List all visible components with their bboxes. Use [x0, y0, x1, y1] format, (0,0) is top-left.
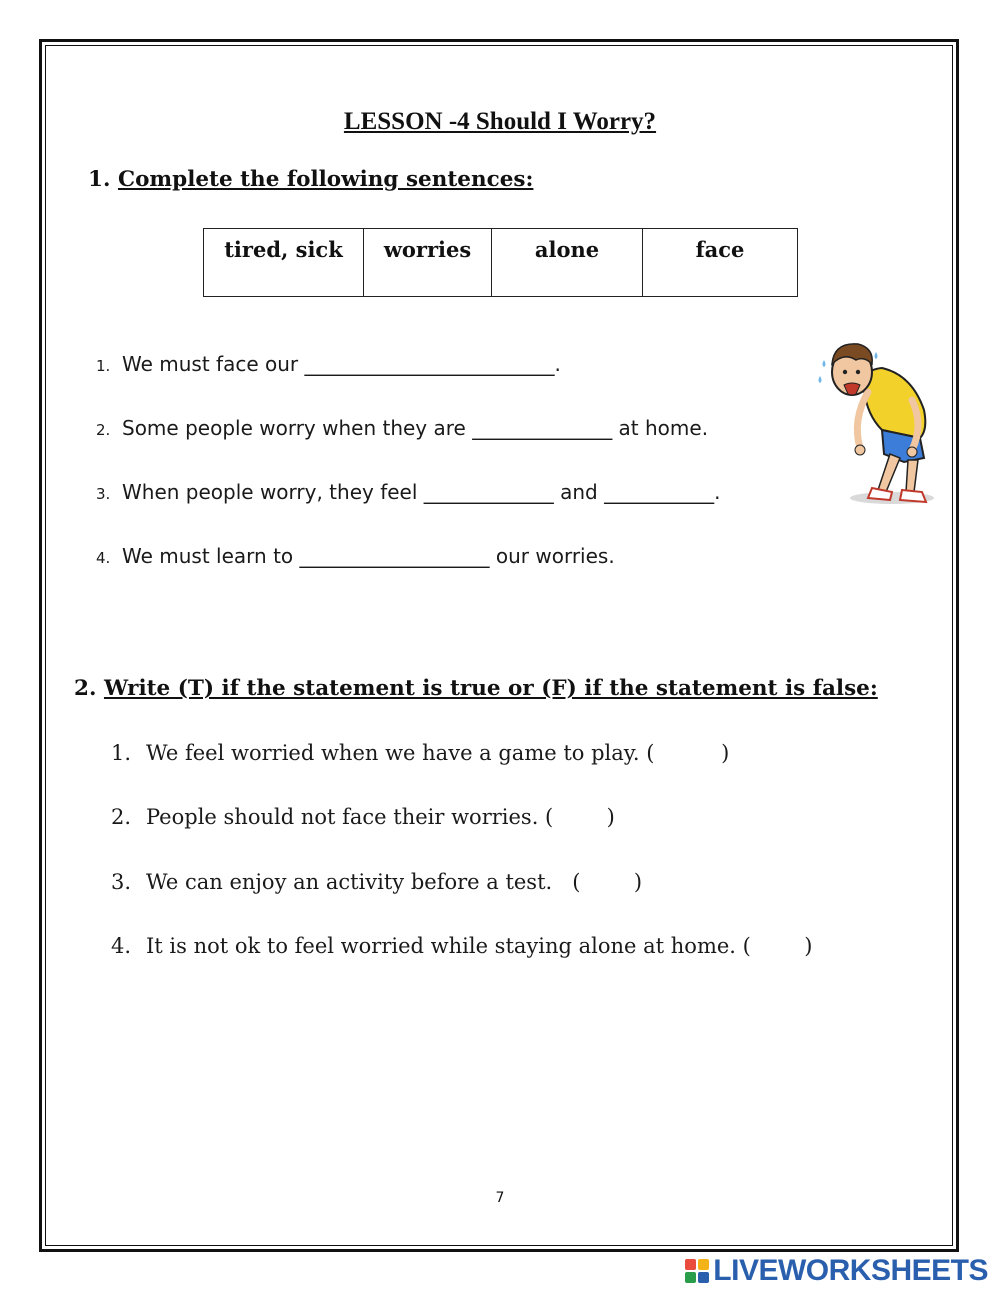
statement-text: We can enjoy an activity before a test. ( ) — [146, 870, 643, 894]
page-border-inner — [45, 45, 953, 1246]
section1-title: Complete the following sentences: — [117, 167, 534, 192]
statement-text: People should not face their worries. ( ) — [146, 805, 615, 829]
word-bank-table — [203, 228, 798, 297]
sentence-text: We must face our _________________________. — [122, 352, 561, 376]
item-number: 3. — [96, 485, 111, 503]
tired-boy-illustration — [812, 330, 937, 510]
fill-sentence-3 — [96, 480, 720, 504]
page-number: 7 — [495, 1190, 505, 1206]
section1-heading — [88, 167, 533, 192]
item-number: 1. — [111, 741, 132, 765]
word-bank-cell: tired, sick — [204, 229, 364, 297]
item-number: 1. — [96, 357, 111, 375]
section2-heading — [74, 676, 878, 701]
tf-statement-3 — [111, 870, 642, 894]
tf-statement-1 — [111, 741, 729, 765]
item-number: 3. — [111, 870, 132, 894]
section2-number: 2. — [74, 676, 97, 701]
fill-sentence-2 — [96, 416, 708, 440]
item-number: 2. — [96, 421, 111, 439]
item-number: 2. — [111, 805, 132, 829]
word-bank-cell: face — [643, 229, 798, 297]
fill-sentence-4 — [96, 544, 615, 568]
item-number: 4. — [111, 934, 132, 958]
section2-title: Write (T) if the statement is true or (F) if the statement is false: — [103, 676, 878, 701]
word-bank-cell: alone — [492, 229, 643, 297]
tf-statement-2 — [111, 805, 615, 829]
sentence-text: We must learn to ___________________ our worries. — [122, 544, 615, 568]
section1-number: 1. — [88, 167, 111, 192]
word-bank-cell: worries — [364, 229, 492, 297]
sentence-text: When people worry, they feel _____________ and ___________. — [122, 480, 721, 504]
liveworksheets-brand[interactable] — [685, 1254, 988, 1288]
statement-text: We feel worried when we have a game to play. ( ) — [146, 741, 730, 765]
liveworksheets-logo-icon — [685, 1259, 709, 1283]
tf-statement-4 — [111, 934, 812, 958]
lesson-title: LESSON -4 Should I Worry? — [343, 108, 657, 135]
statement-text: It is not ok to feel worried while staying alone at home. ( ) — [146, 934, 813, 958]
brand-name: LIVEWORKSHEETS — [713, 1254, 988, 1287]
item-number: 4. — [96, 549, 111, 567]
fill-sentence-1 — [96, 352, 561, 376]
sentence-text: Some people worry when they are ______________ at home. — [122, 416, 709, 440]
